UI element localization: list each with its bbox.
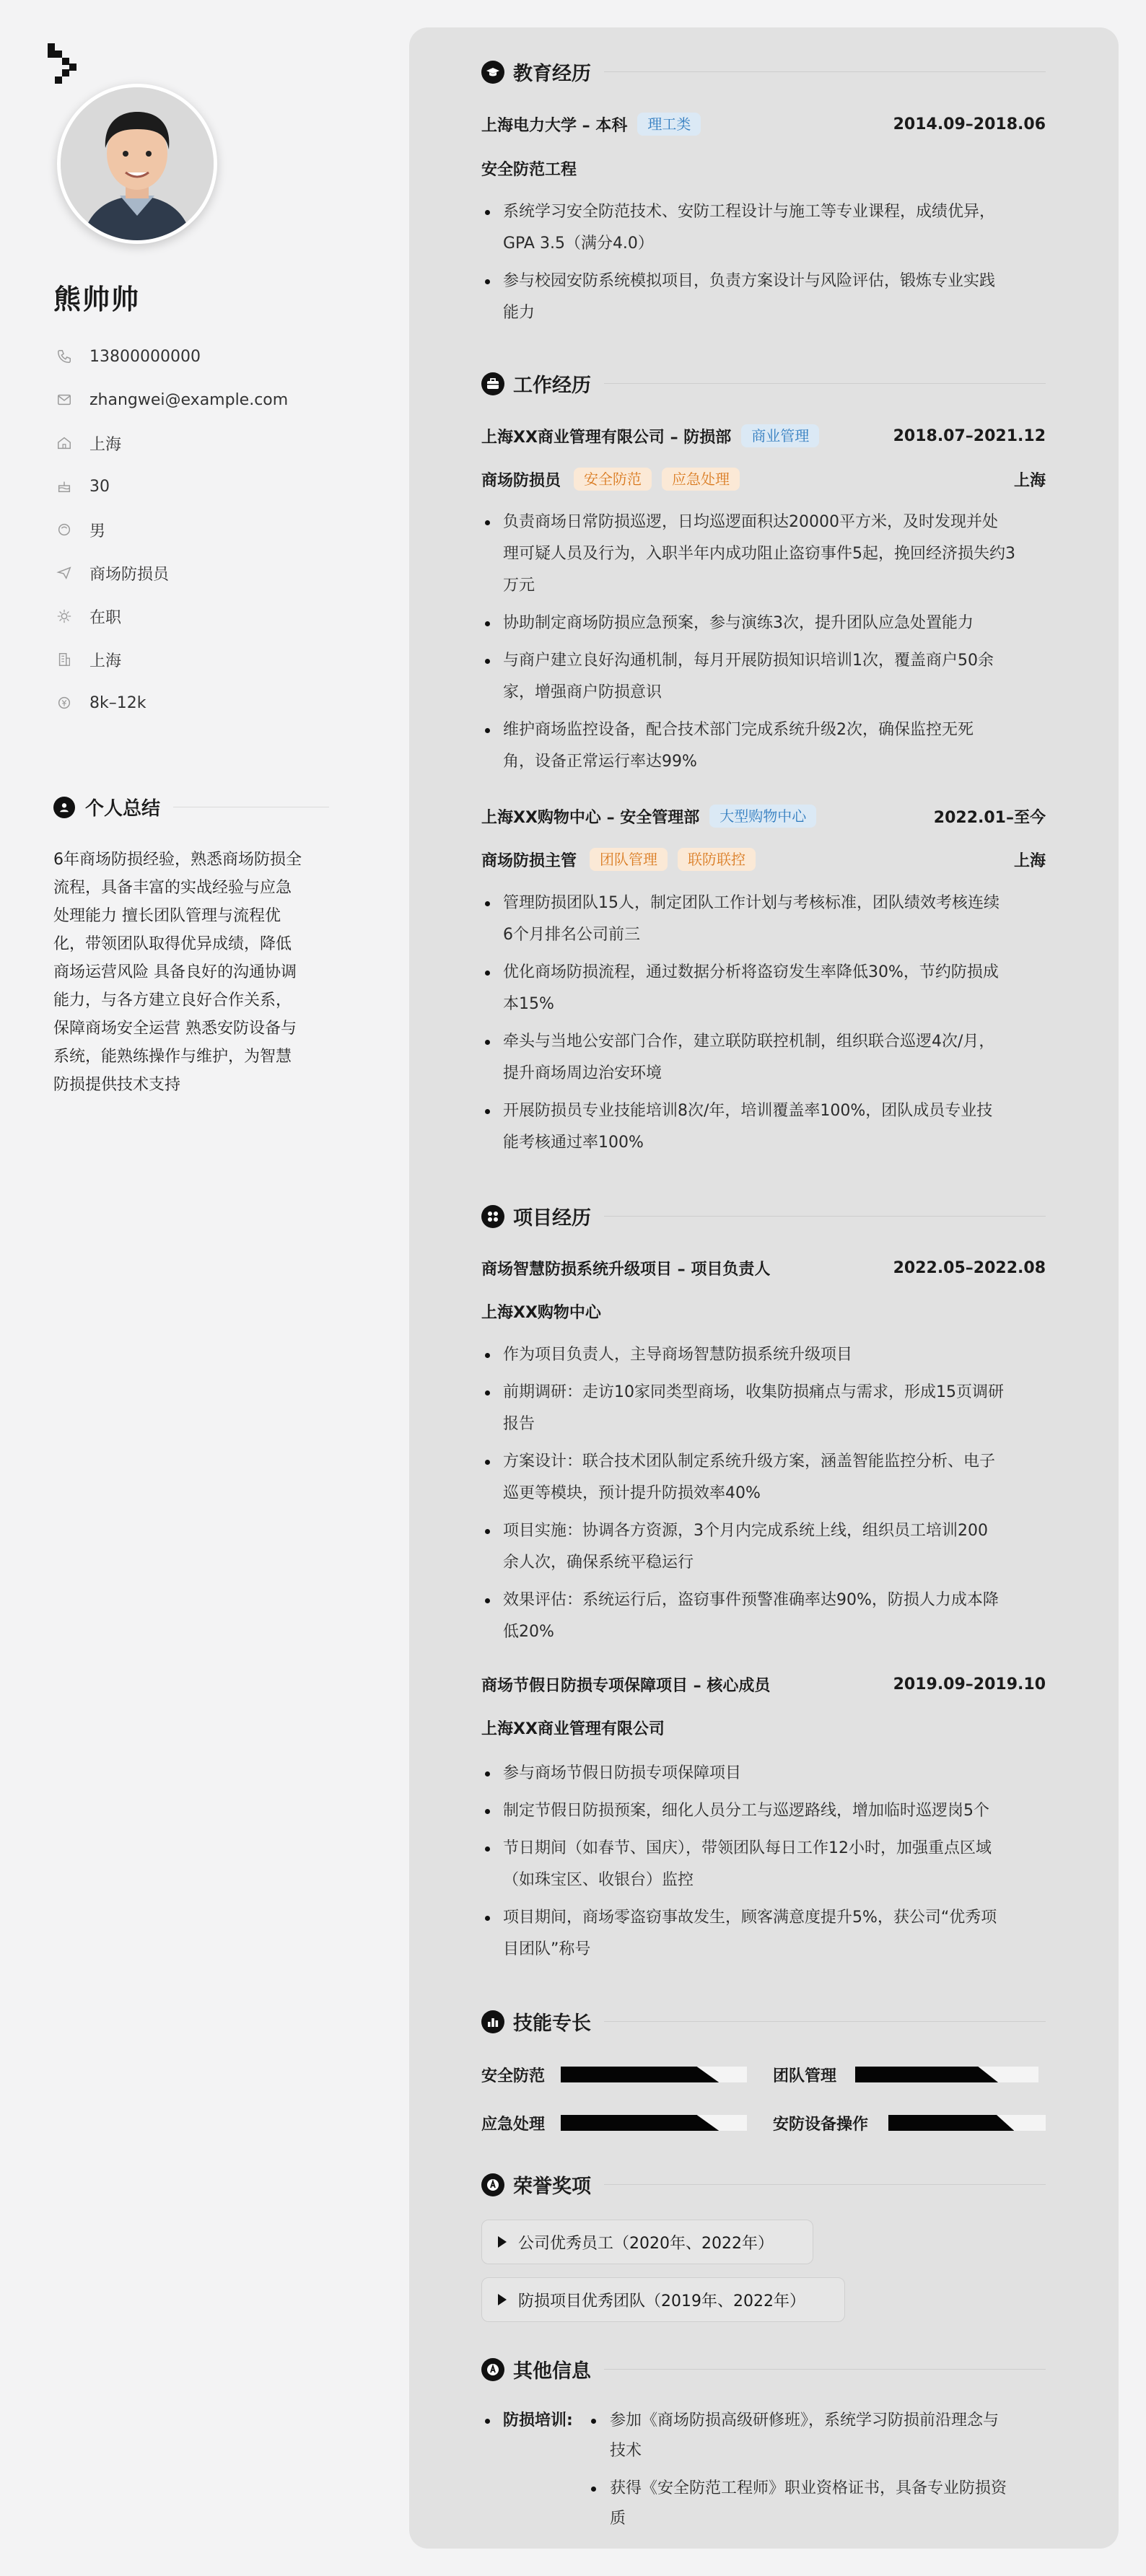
other-heading [481,2355,1046,2383]
skill-item [773,2062,1046,2087]
list-item: 效果评估：系统运行后，盗窃事件预警准确率达90%，防损人力成本降 低20% [481,1585,1046,1648]
role-tag: 应急处理 [662,468,740,491]
divider [604,71,1046,72]
education-tag: 理工类 [637,113,701,136]
project-name: 商场智慧防损系统升级项目 – 项目负责人 [481,1261,771,1279]
education-bullets [481,196,1046,329]
list-item: 系统学习安全防范技术、安防工程设计与施工等专业课程，成绩优异， GPA 3.5（满分4.0） [481,196,1046,260]
contact-position-text: 商场防损员 [89,565,170,584]
contact-email-text: zhangwei@example.com [89,390,289,409]
skill-bar-fill [888,2115,1014,2131]
summary-line: 6年商场防损经验，熟悉商场防损全 [53,851,302,869]
contact-gender-text: 男 [89,522,106,540]
mail-icon [56,392,72,408]
divider [604,2021,1046,2022]
cake-icon [56,478,72,494]
list-item: 作为项目负责人，主导商场智慧防损系统升级项目 [481,1339,1046,1371]
award-item[interactable] [481,2220,813,2264]
avatar [57,84,217,244]
contact-home-text: 上海 [89,435,122,454]
project-name: 商场节假日防损专项保障项目 – 核心成员 [481,1677,771,1695]
skill-bar-fill [855,2067,998,2082]
grid-icon [481,1205,504,1228]
education-title: 教育经历 [513,63,591,85]
project-bullets [481,1339,1046,1648]
job-bullets [481,888,1046,1159]
skill-name: 应急处理 [481,2115,546,2134]
work-heading [481,369,1046,398]
contact-phone [56,335,288,378]
project-org-row [481,1717,1046,1739]
list-item: 管理防损团队15人，制定团队工作计划与考核标准，团队绩效考核连续 6个月排名公司前三 [481,888,1046,951]
job-role-row [481,468,1046,491]
contact-status [56,595,288,638]
award-text: 防损项目优秀团队（2019年、2022年） [518,2292,805,2310]
list-item: 项目实施：协调各方资源，3个月内完成系统上线，组织员工培训200 余人次，确保系统平稳运行 [481,1515,1046,1579]
briefcase-icon [481,372,504,395]
company-name: 上海XX商业管理有限公司 – 防损部 [481,428,732,447]
contact-age [56,465,288,508]
list-item: 协助制定商场防损应急预案，参与演练3次，提升团队应急处置能力 [481,608,1046,639]
gender-icon [56,522,72,538]
contact-position [56,551,288,595]
contact-email [56,378,288,421]
list-item: 方案设计：联合技术团队制定系统升级方案，涵盖智能监控分析、电子 巡更等模块，预计提升防损效率40% [481,1446,1046,1510]
education-row [481,113,1046,136]
summary-line: 保障商场安全运营 熟悉安防设备与 [53,1020,297,1038]
list-item: 获得《安全防范工程师》职业资格证书，具备专业防损资 质 [588,2474,1046,2534]
project-bullets [481,1758,1046,1966]
job-role: 商场防损主管 [481,851,577,870]
list-item: 负责商场日常防损巡逻，日均巡逻面积达20000平方米，及时发现并处 理可疑人员及行为，入职半年内成功阻止盗窃事件5起，挽回经济损失约3 万元 [481,507,1046,602]
job-city: 上海 [1013,851,1046,870]
summary-text [53,846,335,1099]
user-icon [53,797,75,818]
bullet-dot [485,2419,490,2424]
skill-item [773,2111,1046,2135]
skill-bar [561,2067,747,2082]
candidate-name: 熊帅帅 [53,284,141,315]
skill-bar-fill [561,2115,719,2131]
project-date: 2019.09–2019.10 [893,1675,1046,1694]
bar-chart-icon [481,2010,504,2033]
job-header [481,805,1046,828]
list-item: 项目期间，商场零盗窃事故发生，顾客满意度提升5%，获公司“优秀项 目团队”称号 [481,1902,1046,1966]
project-org: 上海XX购物中心 [481,1304,601,1322]
education-date: 2014.09–2018.06 [893,115,1046,133]
summary-line: 化，带领团队取得优异成绩，降低 [53,935,292,953]
skill-name: 安全防范 [481,2067,546,2085]
contact-home [56,421,288,465]
list-item: 优化商场防损流程，通过数据分析将盗窃发生率降低30%，节约防损成 本15% [481,957,1046,1020]
project-date: 2022.05–2022.08 [893,1259,1046,1277]
skill-item [481,2111,756,2135]
skill-bar [561,2115,747,2131]
major-row [481,157,1046,180]
awards-title: 荣誉奖项 [513,2176,591,2198]
contact-city [56,638,288,681]
awards-heading [481,2170,1046,2199]
job-city: 上海 [1013,471,1046,490]
contact-city-text: 上海 [89,652,122,670]
other-label: 防损培训: [503,2411,573,2430]
project-header [481,1257,1046,1279]
building-icon [56,652,72,667]
contact-salary [56,681,288,724]
summary-title: 个人总结 [85,798,161,820]
other-title: 其他信息 [513,2360,591,2383]
list-item: 前期调研：走访10家同类型商场，收集防损痛点与需求，形成15页调研 报告 [481,1377,1046,1440]
play-icon [498,2294,507,2305]
contact-phone-text: 13800000000 [89,347,201,366]
project-header [481,1673,1046,1696]
home-icon [56,435,72,451]
divider [604,2184,1046,2185]
award-text: 公司优秀员工（2020年、2022年） [518,2234,774,2253]
skills-heading [481,2007,1046,2036]
summary-heading [53,794,329,820]
list-item: 参与校园安防系统模拟项目，负责方案设计与风险评估，锻炼专业实践 能力 [481,266,1046,329]
summary-line: 防损提供技术支持 [53,1076,181,1094]
contact-age-text: 30 [89,477,110,496]
list-item: 节日期间（如春节、国庆），带领团队每日工作12小时，加强重点区域 （如珠宝区、收银台）监控 [481,1833,1046,1896]
job-role-row [481,848,1046,871]
contact-list [56,335,288,724]
major-name: 安全防范工程 [481,161,577,179]
skill-bar [888,2115,1046,2131]
job-date: 2022.01–至今 [933,808,1046,827]
list-item: 制定节假日防损预案，细化人员分工与巡逻路线，增加临时巡逻岗5个 [481,1795,1046,1827]
list-item: 牵头与当地公安部门合作，建立联防联控机制，组织联合巡逻4次/月， 提升商场周边治安环境 [481,1026,1046,1090]
role-tag: 团队管理 [590,848,668,871]
list-item: 维护商场监控设备，配合技术部门完成系统升级2次，确保监控无死 角，设备正常运行率达99% [481,714,1046,778]
skill-item [481,2062,756,2087]
award-item[interactable] [481,2277,845,2322]
salary-icon [56,695,72,711]
projects-title: 项目经历 [513,1207,591,1230]
work-title: 工作经历 [513,374,591,397]
list-item: 参与商场节假日防损专项保障项目 [481,1758,1046,1789]
status-icon [56,608,72,624]
info-icon [481,2358,504,2381]
summary-line: 商场运营风险 具备良好的沟通协调 [53,963,297,981]
list-item: 参加《商场防损高级研修班》，系统学习防损前沿理念与 技术 [588,2406,1046,2466]
summary-line: 流程，具备丰富的实战经验与应急 [53,879,292,897]
graduation-cap-icon [481,61,504,84]
skill-bar [855,2067,1038,2082]
education-heading [481,58,1046,86]
project-org: 上海XX商业管理有限公司 [481,1720,665,1738]
company-name: 上海XX购物中心 – 安全管理部 [481,808,700,827]
job-header [481,424,1046,447]
list-item: 开展防损员专业技能培训8次/年，培训覆盖率100%，团队成员专业技 能考核通过率100% [481,1095,1046,1159]
summary-line: 处理能力 擅长团队管理与流程优 [53,907,281,925]
logo-chevron-icon [48,43,76,84]
projects-heading [481,1202,1046,1230]
job-bullets [481,507,1046,778]
skills-title: 技能专长 [513,2012,591,2035]
play-icon [498,2236,507,2248]
summary-line: 能力，与各方建立良好合作关系， [53,991,292,1009]
contact-status-text: 在职 [89,608,122,627]
contact-salary-text: 8k–12k [89,693,146,712]
skill-name: 团队管理 [773,2067,837,2085]
contact-gender [56,508,288,551]
project-org-row [481,1300,1046,1323]
award-icon [481,2173,504,2196]
divider [604,2369,1046,2370]
company-tag: 大型购物中心 [709,805,816,828]
send-icon [56,565,72,581]
job-role: 商场防损员 [481,471,561,490]
summary-line: 系统，能熟练操作与维护，为智慧 [53,1048,292,1066]
school-name: 上海电力大学 – 本科 [481,116,628,135]
skill-bar-fill [561,2067,719,2082]
other-bullets [588,2406,1046,2534]
company-tag: 商业管理 [741,424,819,447]
list-item: 与商户建立良好沟通机制，每月开展防损知识培训1次，覆盖商户50余 家，增强商户防损意识 [481,645,1046,709]
phone-icon [56,349,72,364]
divider [604,1216,1046,1217]
role-tag: 联防联控 [678,848,756,871]
role-tag: 安全防范 [574,468,652,491]
job-date: 2018.07–2021.12 [893,426,1046,445]
skill-name: 安防设备操作 [773,2115,869,2134]
divider [604,383,1046,384]
